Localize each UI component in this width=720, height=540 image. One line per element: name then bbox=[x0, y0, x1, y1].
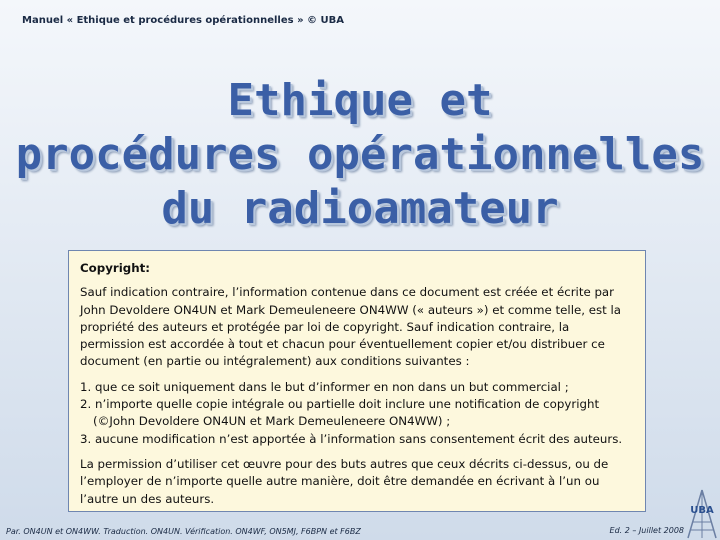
conditions-list bbox=[80, 379, 634, 448]
title-line-1: Ethique et bbox=[227, 75, 493, 126]
logo-text: UBA bbox=[690, 505, 714, 516]
title-line-2: procédures opérationnelles bbox=[15, 129, 705, 180]
title-line-3: du radioamateur bbox=[161, 183, 559, 234]
footer-credits: Par. ON4UN et ON4WW. Traduction. ON4UN. Vérification. ON4WF, ON5MJ, F6BPN et F6BZ bbox=[6, 527, 361, 536]
copyright-box bbox=[68, 250, 646, 512]
uba-antenna-logo-icon bbox=[684, 488, 720, 540]
condition-item-2: 2. n’importe quelle copie intégrale ou partielle doit inclure une notification de copyright (©John Devoldere ON4UN et Mark Demeuleneere ON4WW) ; bbox=[80, 397, 600, 429]
document-header: Manuel « Ethique et procédures opérationnelles » © UBA bbox=[22, 15, 344, 26]
condition-item-1: 1. que ce soit uniquement dans le but d’informer en non dans un but commercial ; bbox=[80, 379, 569, 394]
slide-title bbox=[0, 74, 720, 236]
condition-item-3: 3. aucune modification n’est apportée à l’information sans consentement écrit des auteurs. bbox=[80, 431, 623, 446]
copyright-heading: Copyright: bbox=[80, 261, 150, 275]
edition-label: Ed. 2 – Juillet 2008 bbox=[609, 526, 684, 535]
copyright-closing: La permission d’utiliser cet œuvre pour des buts autres que ceux décrits ci-dessus, ou de l’employer de n’importe quelle autre manière, doit être demandée en écrivant à l’un ou l’autre un des auteurs. bbox=[80, 456, 609, 506]
copyright-intro: Sauf indication contraire, l’information contenue dans ce document est créée et écrite par John Devoldere ON4UN et Mark Demeuleneere ON4WW (« auteurs ») et comme telle, est la propriété des auteurs et protégée par loi de copyright. Sauf indication contraire, la permission est accordée à tout et chacun pour éventuellement copier et/ou distribuer ce document (en partie ou intégralement) aux conditions suivantes : bbox=[80, 285, 622, 369]
